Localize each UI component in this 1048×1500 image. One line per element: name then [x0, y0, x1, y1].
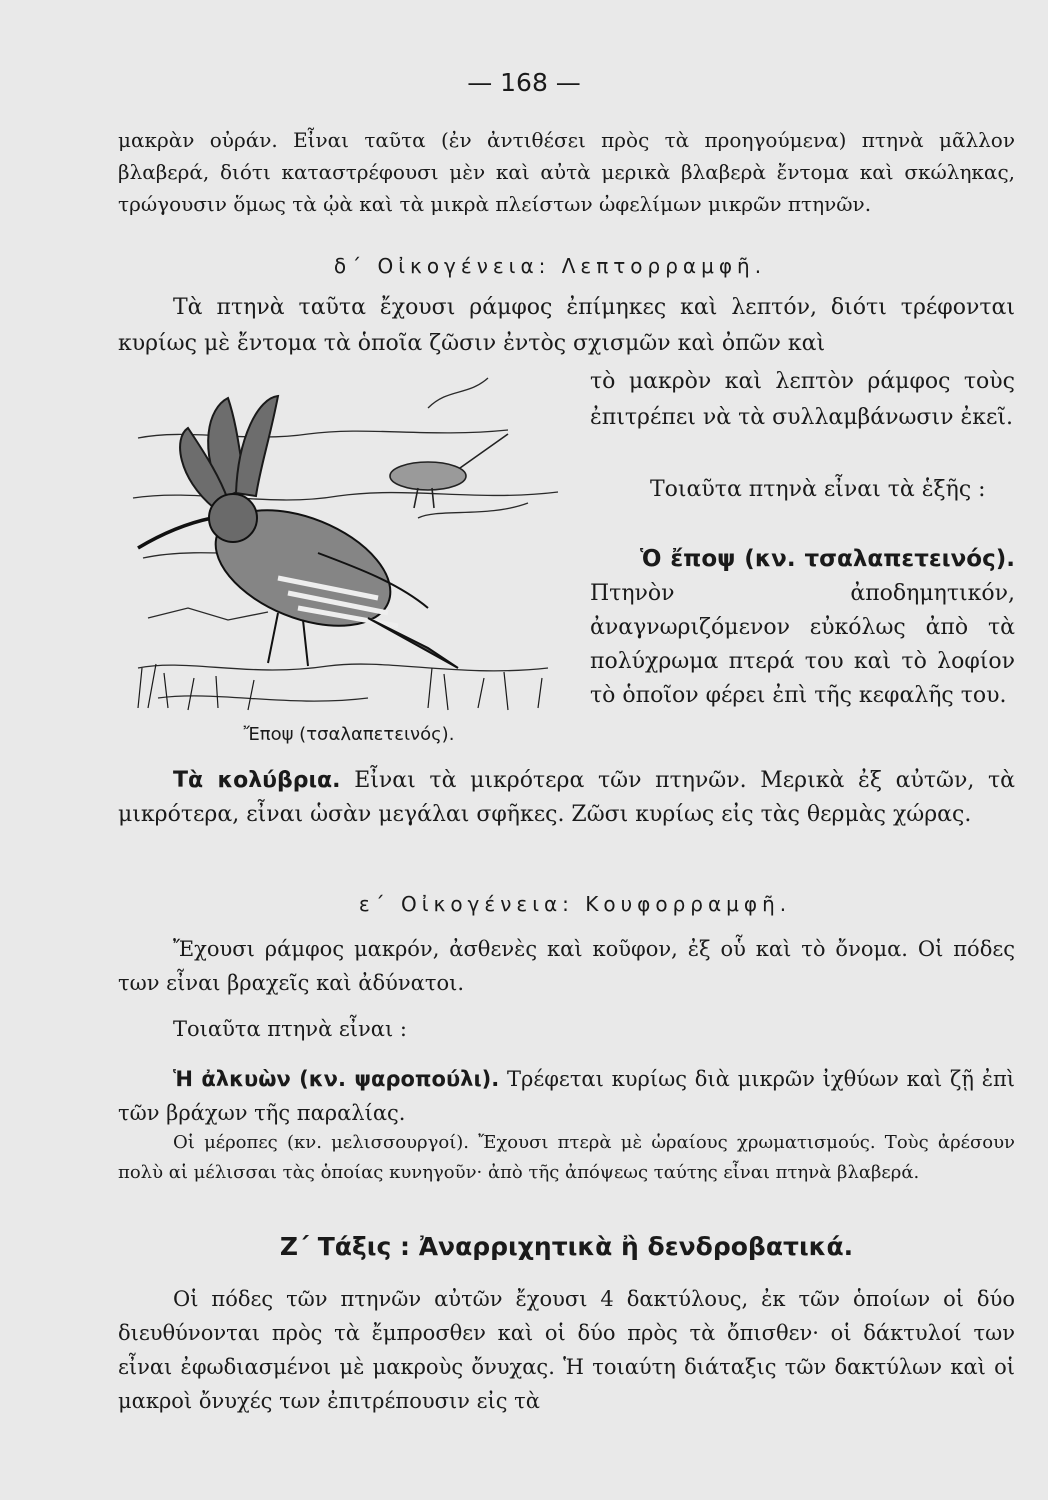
hoopoe-illustration	[128, 368, 570, 720]
epops-description: Πτηνὸν ἀποδημητικόν, ἀναγνωριζόμενον εὐκόλως ἀπὸ τὰ πολύχρωμα πτερά του καὶ τὸ λοφίον τὸ ὁποῖον φέρει ἐπὶ τῆς κεφαλῆς του.	[590, 581, 1015, 708]
family-d-heading	[200, 254, 900, 278]
such-birds-intro: Τοιαῦτα πτηνὰ εἶναι τὰ ἑξῆς :	[650, 477, 986, 502]
intro-paragraph: μακρὰν οὐράν. Εἶναι ταῦτα (ἐν ἀντιθέσει πρὸς τὰ προηγούμενα) πτηνὰ μᾶλλον βλαβερά, διότι καταστρέφουσι μὲν καὶ αὐτὰ μερικὰ βλαβερὰ ἔντομα καὶ σκώληκας, τρώγουσιν ὅμως τὰ ᾠὰ καὶ τὰ μικρὰ πλείστων ὠφελίμων μικρῶν πτηνῶν.	[118, 128, 1015, 216]
leptorramfi-continuation: τὸ μακρὸν καὶ λεπτὸν ράμφος τοὺς ἐπιτρέπει νὰ τὰ συλλαμβάνωσιν ἐκεῖ.	[590, 369, 1015, 430]
epops-name: Ὁ ἔποψ (κν. τσαλαπετεινός).	[640, 546, 1015, 572]
page-number: — 168 —	[467, 68, 581, 97]
hummingbird-name: Τὰ κολύβρια.	[173, 768, 341, 793]
family-d-label: δ΄ Οἰκογένεια: Λεπτορραμφῆ.	[333, 254, 767, 278]
order-paragraph: Οἱ πόδες τῶν πτηνῶν αὐτῶν ἔχουσι 4 δακτύλους, ἐκ τῶν ὁποίων οἱ δύο διευθύνονται πρὸς τὰ ἔμπροσθεν καὶ οἱ δύο πρὸς τὰ ὄπισθεν· οἱ δάκτυλοί των εἶναι ἐφωδιασμένοι μὲ μακροὺς ὄνυχας. Ἡ τοιαύτη διάταξις τῶν δακτύλων καὶ οἱ μακροὶ ὄνυχές των ἐπιτρέπουσιν εἰς τὰ	[118, 1287, 1015, 1413]
leptorramfi-intro: Τὰ πτηνὰ ταῦτα ἔχουσι ράμφος ἐπίμηκες καὶ λεπτόν, διότι τρέφονται κυρίως μὲ ἔντομα τὰ ὁποῖα ζῶσιν ἐντὸς σχισμῶν καὶ ὀπῶν καὶ	[118, 295, 1015, 356]
hummingbird-entry	[118, 764, 1015, 832]
family-e-label: ε΄ Οἰκογένεια: Κουφορραμφῆ.	[358, 892, 792, 916]
order-heading: Ζ΄ Τάξις : Ἀναρριχητικὰ ἢ δενδροβατικά.	[279, 1232, 854, 1261]
such-birds-2: Τοιαῦτα πτηνὰ εἶναι :	[173, 1017, 407, 1041]
family-e-heading	[200, 892, 950, 916]
figure-caption: Ἔποψ (τσαλαπετεινός).	[243, 724, 455, 745]
kouforramfi-paragraph: Ἔχουσι ράμφος μακρόν, ἀσθενὲς καὶ κοῦφον, ἐξ οὗ καὶ τὸ ὄνομα. Οἱ πόδες των εἶναι βραχεῖς καὶ ἀδύνατοι.	[118, 937, 1015, 995]
merops-entry: Οἱ μέροπες (κν. μελισσουργοί). Ἔχουσι πτερὰ μὲ ὡραίους χρωματισμούς. Τοὺς ἀρέσουν πολὺ αἱ μέλισσαι τὰς ὁποίας κυνηγοῦν· ἀπὸ τῆς ἀπόψεως ταύτης εἶναι πτηνὰ βλαβερά.	[118, 1132, 1015, 1183]
hummingbird-description: Εἶναι τὰ μικρότερα τῶν πτηνῶν. Μερικὰ ἐξ αὐτῶν, τὰ μικρότερα, εἶναι ὡσὰν μεγάλαι σφῆκες. Ζῶσι κυρίως εἰς τὰς θερμὰς χώρας.	[118, 768, 1015, 827]
alkyon-entry	[118, 1062, 1015, 1130]
alkyon-name: Ἡ ἀλκυὼν (κν. ψαροπούλι).	[173, 1067, 500, 1091]
epops-entry	[590, 542, 1015, 713]
alkyon-description: Τρέφεται κυρίως διὰ μικρῶν ἰχθύων καὶ ζῇ ἐπὶ τῶν βράχων τῆς παραλίας.	[118, 1067, 1015, 1125]
